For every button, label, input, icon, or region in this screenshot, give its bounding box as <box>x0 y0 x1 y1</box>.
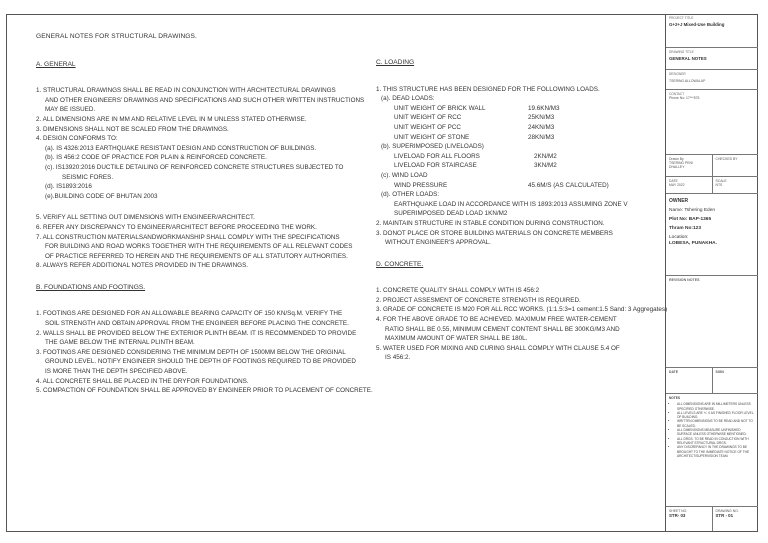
note-line: 6. REFER ANY DISCREPANCY TO ENGINEER/ARCHITECT BEFORE PROCEEDING THE WORK. <box>36 223 317 231</box>
note-line: (c). WIND LOAD <box>381 171 428 179</box>
drawn-checked-row: Drawn By TSERING PENI DHALLEY CHECKED BY <box>666 155 758 177</box>
drawing-title-cell: DRAWING TITLE GENERAL NOTES <box>666 48 758 70</box>
note-line: 1. FOOTINGS ARE DESIGNED FOR AN ALLOWABLE BEARING CAPACITY OF 150 KN/Sq.M. VERIFY THE <box>36 310 343 318</box>
note-line: GROUND LEVEL. NOTIFY ENGINEER SHOULD THE DEPTH OF FOOTINGS REQUIRED TO BE PROVIDED <box>45 358 356 366</box>
note-line: (b). SUPERIMPOSED (LIVELOADS) <box>381 143 484 151</box>
note-line: OF PRACTICE REFERRED TO HEREIN AND THE REQUIREMENTS OF ALL STATUTORY AUTHORITIES. <box>45 252 348 260</box>
note-line: 1. CONCRETE QUALITY SHALL COMPLY WITH IS 456:2 <box>376 287 540 295</box>
note-line: SOIL STRENGTH AND OBTAIN APPROVAL FROM THE ENGINEER BEFORE PLACING THE CONCRETE. <box>45 320 349 328</box>
note-line: 2. ALL DIMENSIONS ARE IN MM AND RELATIVE LEVEL IN M UNLESS STATED OTHERWISE. <box>36 115 307 123</box>
note-line: (a). DEAD LOADS: <box>381 95 435 103</box>
sheet-number: STR- 03 <box>669 513 686 518</box>
note-line: 5. WATER USED FOR MIXING AND CURING SHALL COMPLY WITH CLAUSE 5.4 OF <box>376 344 620 352</box>
note-line: IS 456:2. <box>385 354 411 362</box>
note-line: 5. VERIFY ALL SETTING OUT DIMENSIONS WITH ENGINEER/ARCHITECT. <box>36 214 255 222</box>
note-line: 3. DONOT PLACE OR STORE BUILDING MATERIALS ON CONCRETE MEMBERS <box>376 229 613 237</box>
note-line: FOR BUILDING AND ROAD WORKS TOGETHER WITH THE REQUIREMENTS OF ALL RELEVANT CODES <box>45 243 353 251</box>
owner-name: Name: Tshering Eden <box>669 208 716 213</box>
section-heading-general: A. GENERAL <box>36 60 76 68</box>
date-scale-row: DATE MAY 2022 SCALE NTS <box>666 177 758 194</box>
note-line: (b). IS 456:2 CODE OF PRACTICE FOR PLAIN & REINFORCED CONCRETE. <box>45 154 267 162</box>
note-line: 3. GRADE OF CONCRETE IS M20 FOR ALL RCC WORKS. (1:1.5:3=1 cement:1.5 Sand: 3 Aggregates) <box>376 306 668 314</box>
owner-cell: OWNER Name: Tshering Eden Plot No: BAP-1365 Thram No:123 Location: LOBESA, PUNAKHA. <box>666 194 758 276</box>
note-line: IS MORE THAN THE DEPTH SPECIFIED ABOVE. <box>45 368 188 376</box>
contact-cell: CONTACT Phone No: 17***575 <box>666 90 758 155</box>
note-line: 2. WALLS SHALL BE PROVIDED BELOW THE EXTERIOR PLINTH BEAM. IT IS RECOMMENDED TO PROVIDE <box>36 329 357 337</box>
note-line: 3. FOOTINGS ARE DESIGNED CONSIDERING THE MINIMUM DEPTH OF 1500MM BELOW THE ORIGINAL <box>36 348 346 356</box>
note-line: 4. FOR THE ABOVE GRADE TO BE ACHIEVED. MAXIMUM FREE WATER-CEMENT <box>376 316 617 324</box>
section-heading-concrete: D. CONCRETE. <box>376 260 424 268</box>
load-row: UNIT WEIGHT OF BRICK WALL 19.6KN/M3 <box>394 104 560 112</box>
note-line: 8. ALWAYS REFER ADDITIONAL NOTES PROVIDED IN THE DRAWINGS. <box>36 262 249 270</box>
middle-column <box>376 58 668 363</box>
note-line: 7. ALL CONSTRUCTION MATERIALSANDWORKMANSHIP SHALL COMPLY WITH THE SPECIFICATIONS <box>36 233 340 241</box>
drawing-number: STR - 01 <box>715 513 734 518</box>
note-line: (d). OTHER LOADS: <box>381 191 440 199</box>
note-item: • ALL DRGS. TO BE READ IN CONJUCTION WITH RELEVANT STRUCTURAL DRGS. <box>677 437 755 446</box>
section-heading-loading: C. LOADING <box>376 59 415 66</box>
note-line: 3. DIMENSIONS SHALL NOT BE SCALED FROM THE DRAWINGS. <box>36 125 229 133</box>
thram-number: Thram No:123 <box>669 226 701 231</box>
section-heading-foundations: B. FOUNDATIONS AND FOOTINGS. <box>36 283 146 291</box>
note-line: RATIO SHALL BE 0.55, MINIMUM CEMENT CONTENT SHALL BE 300KG/M3 AND <box>385 325 620 333</box>
project-title-cell: PROJECT TITLE G+2+J Mixed-Use Building <box>666 14 758 48</box>
revision-date-sign-row: DATE SIGN <box>666 368 758 394</box>
note-item: • ALL DIMENSIONS MEASURE UNFINISHED SURFACE UNLESS OTHERWISE MENTIONED. <box>677 428 755 437</box>
load-row: UNIT WEIGHT OF PCC 24KN/M3 <box>394 123 555 131</box>
designer-cell: DESIGNER TSERING ALLOWALUP <box>666 70 758 90</box>
load-row: LIVELOAD FOR ALL FLOORS 2KN/M2 <box>394 152 557 160</box>
notes-cell: NOTES • ALL DIMENSIONS ARE IN MILLIMETERS UNLESS SPECIFIED OTHERWISE. • ALL LEVELS ARE +/- 0 AS FINISHED FLOOR LEVEL OF BUILDING. • WRITTEN DIMENSIONS TO BE READ AND NOT TO BE SCALED. • ALL DIMENSIONS MEASURE UNFINISHED SURFACE UNLESS OTHERWISE MENTIONED. • ALL DRGS. TO BE READ IN CONJUCTION WITH RELEVANT STRUCTURAL DRGS. • ANY DISCREPANCY IN THE DRAWINGS TO BE BROUGHT TO THE IMMEDIATE NOTICE OF THE ARCHITECT/SUPERVISION TEAM. <box>666 394 758 507</box>
note-line: 4. ALL CONCRETE SHALL BE PLACED IN THE DRYFOR FOUNDATIONS. <box>36 377 249 385</box>
title-block <box>665 14 758 532</box>
note-line: (d). IS1893:2016 <box>45 183 92 191</box>
note-line: MAY BE ISSUED. <box>45 106 96 114</box>
note-item: • WRITTEN DIMENSIONS TO BE READ AND NOT TO BE SCALED. <box>677 419 755 428</box>
note-line: 1. THIS STRUCTURE HAS BEEN DESIGNED FOR THE FOLLOWING LOADS. <box>376 85 600 93</box>
note-line: THE GAME BELOW THE INTERNAL PLINTH BEAM. <box>45 339 195 347</box>
drawing-title: GENERAL NOTES <box>669 56 707 61</box>
note-line: SEISMIC FORES. <box>62 173 114 181</box>
load-row: LIVELOAD FOR STAIRCASE 3KN/M2 <box>394 162 557 170</box>
note-line: 2. PROJECT ASSESMENT OF CONCRETE STRENGTH IS REQUIRED. <box>376 296 581 304</box>
note-line: WITHOUT ENGINEER'S APPROVAL. <box>385 239 491 247</box>
note-line: 1. STRUCTURAL DRAWINGS SHALL BE READ IN CONJUNCTION WITH ARCHITECTURAL DRAWINGS <box>36 87 336 95</box>
load-row: UNIT WEIGHT OF RCC 25KN/M3 <box>394 114 555 122</box>
plot-number: Plot No: BAP-1365 <box>669 217 712 222</box>
location: LOBESA, PUNAKHA. <box>669 241 717 246</box>
page-title: GENERAL NOTES FOR STRUCTURAL DRAWINGS. <box>36 33 197 40</box>
project-title: G+2+J Mixed-Use Building <box>669 22 725 27</box>
note-line: MAXIMUM AMOUNT OF WATER SHALL BE 180L. <box>385 335 528 343</box>
left-column <box>36 32 373 396</box>
note-line: 4. DESIGN CONFORMS TO: <box>36 135 118 143</box>
load-row: WIND PRESSURE 45.6M/S (AS CALCULATED) <box>394 181 609 189</box>
note-line: (a). IS 4326:2013 EARTHQUAKE RESISTANT DESIGN AND CONSTRUCTION OF BUILDINGS. <box>45 144 317 152</box>
note-item: • ALL LEVELS ARE +/- 0 AS FINISHED FLOOR LEVEL OF BUILDING. <box>677 411 755 420</box>
note-line: SUPERIMPOSED DEAD LOAD 1KN/M2 <box>394 210 508 218</box>
note-line: 2. MAINTAIN STRUCTURE IN STABLE CONDITION DURING CONSTRUCTION. <box>376 219 605 227</box>
note-item: • ANY DISCREPANCY IN THE DRAWINGS TO BE BROUGHT TO THE IMMEDIATE NOTICE OF THE ARCHITECT/SUPERVISION TEAM. <box>677 445 755 458</box>
load-row: UNIT WEIGHT OF STONE 28KN/M3 <box>394 133 555 141</box>
note-item: • ALL DIMENSIONS ARE IN MILLIMETERS UNLESS SPECIFIED OTHERWISE. <box>677 402 755 411</box>
sheet-drawing-number-row: SHEET NO. STR- 03 DRAWING NO. STR - 01 <box>666 507 758 531</box>
note-line: EARTHQUAKE LOAD IN ACCORDANCE WITH IS 1893:2013 ASSUMING ZONE V <box>394 200 628 208</box>
note-line: (e).BUILDING CODE OF BHUTAN 2003 <box>45 192 158 200</box>
note-line: AND OTHER ENGINEERS' DRAWINGS AND SPECIFICATIONS AND SUCH OTHER WRITTEN INSTRUCTIONS <box>45 96 365 104</box>
revision-notes-cell: REVISION NOTES <box>666 276 758 368</box>
note-line: (c). IS13920:2016 DUCTILE DETAILING OF REINFORCED CONCRETE STRUCTURES SUBJECTED TO <box>45 163 344 171</box>
note-line: 5. COMPACTION OF FOUNDATION SHALL BE APPROVED BY ENGINEER PRIOR TO PLACEMENT OF CONCRETE. <box>36 387 373 395</box>
